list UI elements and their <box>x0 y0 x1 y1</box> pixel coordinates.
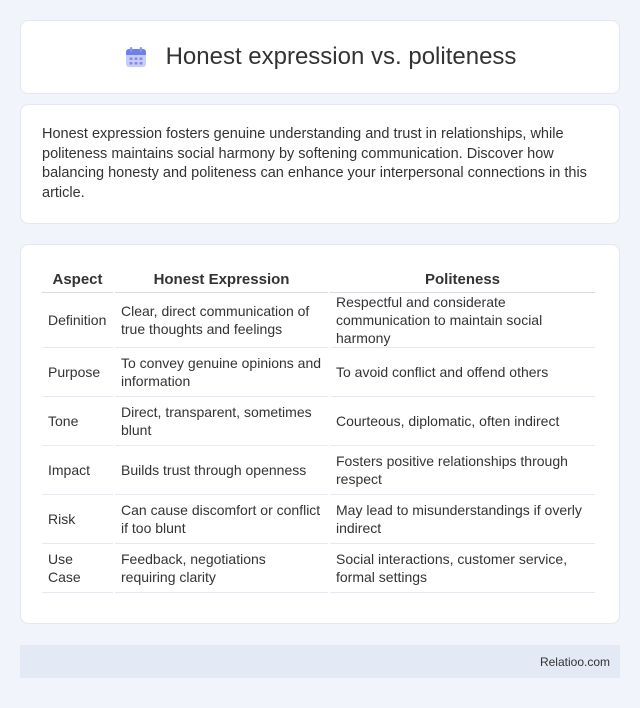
table-header-row <box>42 263 595 293</box>
intro-text: Honest expression fosters genuine understanding and trust in relationships, while politeness maintains social harmony by softening communication. Discover how balancing honesty and politeness can enhance your interpersonal connections in this article. <box>42 126 587 201</box>
intro-card <box>20 104 620 224</box>
cell-honest: To convey genuine opinions and information <box>115 348 328 397</box>
title-card <box>20 20 620 94</box>
comparison-table <box>40 263 597 593</box>
header-politeness: Politeness <box>330 263 595 293</box>
cell-honest: Can cause discomfort or conflict if too blunt <box>115 495 328 544</box>
cell-aspect: Impact <box>42 446 113 495</box>
table-row <box>42 544 595 593</box>
cell-honest: Clear, direct communication of true thoughts and feelings <box>115 293 328 348</box>
footer-brand: Relatioo.com <box>539 654 610 669</box>
comparison-table-card <box>20 244 620 624</box>
cell-aspect: Tone <box>42 397 113 446</box>
cell-politeness: Social interactions, customer service, formal settings <box>330 544 595 593</box>
table-row <box>42 348 595 397</box>
table-row <box>42 446 595 495</box>
cell-politeness: May lead to misunderstandings if overly indirect <box>330 495 595 544</box>
cell-aspect: Risk <box>42 495 113 544</box>
table-row <box>42 293 595 348</box>
cell-honest: Direct, transparent, sometimes blunt <box>115 397 328 446</box>
cell-politeness: Respectful and considerate communication to maintain social harmony <box>330 293 595 348</box>
cell-honest: Feedback, negotiations requiring clarity <box>115 544 328 593</box>
calendar-icon <box>124 45 148 69</box>
cell-politeness: Fosters positive relationships through respect <box>330 446 595 495</box>
cell-aspect: Purpose <box>42 348 113 397</box>
cell-politeness: To avoid conflict and offend others <box>330 348 595 397</box>
table-row <box>42 495 595 544</box>
cell-politeness: Courteous, diplomatic, often indirect <box>330 397 595 446</box>
page-title: Honest expression vs. politeness <box>165 43 517 70</box>
cell-aspect: Use Case <box>42 544 113 593</box>
header-honest-expression: Honest Expression <box>115 263 328 293</box>
table-row <box>42 397 595 446</box>
cell-aspect: Definition <box>42 293 113 348</box>
cell-honest: Builds trust through openness <box>115 446 328 495</box>
header-aspect: Aspect <box>42 263 113 293</box>
footer <box>20 645 620 678</box>
